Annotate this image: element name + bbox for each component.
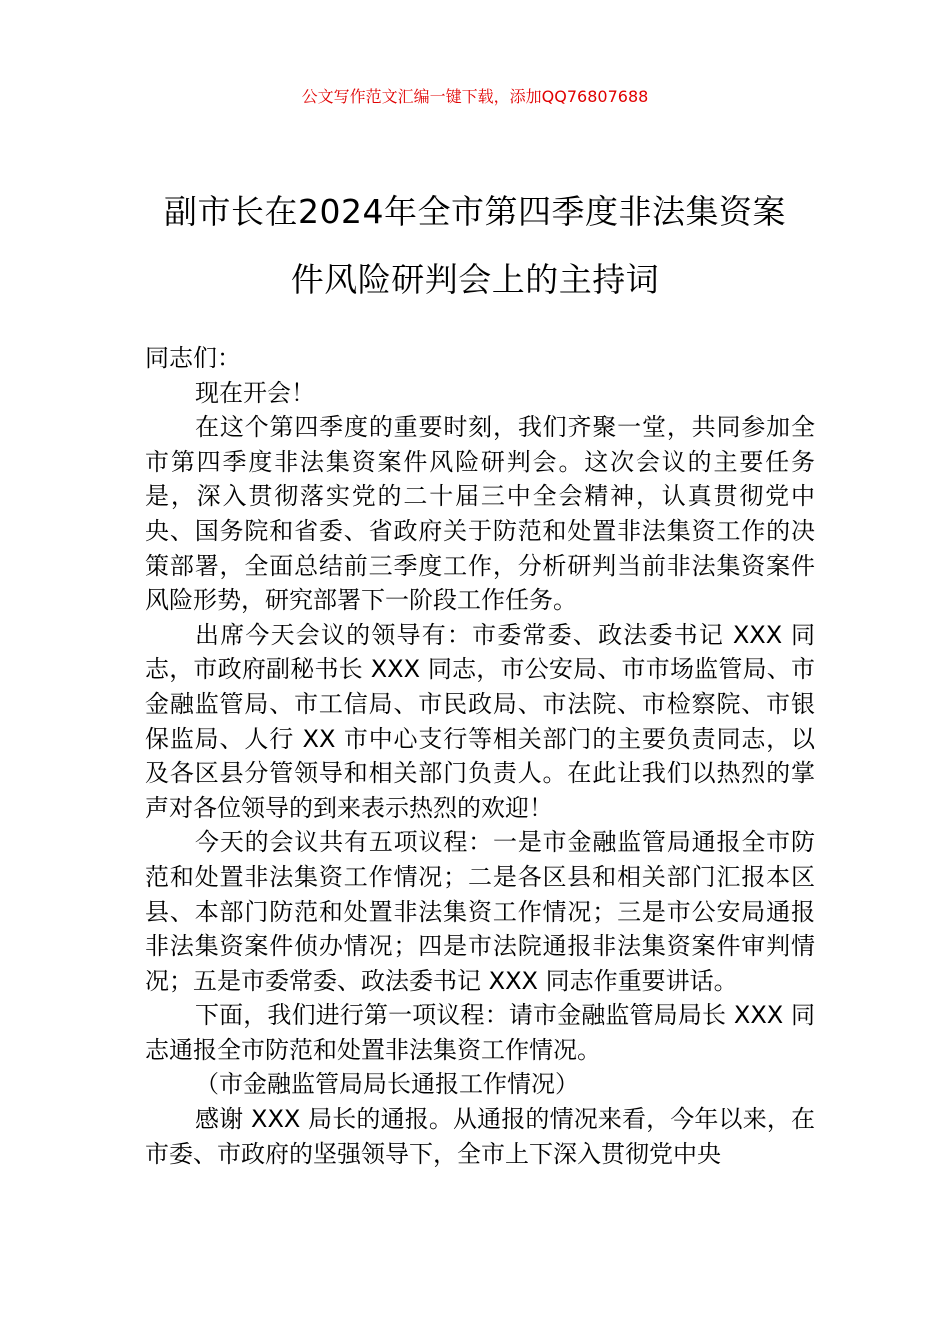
paragraph-first-item: 下面，我们进行第一项议程：请市金融监管局局长 XXX 同志通报全市防范和处置非法集资工作情况。	[145, 1001, 815, 1064]
paragraph-opening: 现在开会！	[195, 378, 315, 407]
paragraph-thanks: 感谢 XXX 局长的通报。从通报的情况来看，今年以来，在市委、市政府的坚强领导下，全市上下深入贯彻党中央	[145, 1105, 815, 1168]
paragraph-agenda: 今天的会议共有五项议程：一是市金融监管局通报全市防范和处置非法集资工作情况；二是各区县和相关部门汇报本区县、本部门防范和处置非法集资工作情况；三是市公安局通报非法集资案件侦办情况；四是市法院通报非法集资案件审判情况；五是市委常委、政法委书记 XXX 同志作重要讲话。	[145, 828, 815, 995]
salutation: 同志们：	[145, 344, 241, 372]
document-body	[145, 341, 815, 1171]
paragraph-stage-note: （市金融监管局局长通报工作情况）	[195, 1070, 579, 1099]
title-line-2: 件风险研判会上的主持词	[290, 260, 660, 299]
paragraph-attendees: 出席今天会议的领导有：市委常委、政法委书记 XXX 同志，市政府副秘书长 XXX 同志，市公安局、市市场监管局、市金融监管局、市工信局、市民政局、市法院、市检察院、市银保监局、人行 XX 市中心支行等相关部门的主要负责同志，以及各区县分管领导和相关部门负责人。在此让我们以热烈的掌声对各位领导的到来表示热烈的欢迎！	[145, 620, 815, 822]
header-note: 公文写作范文汇编一键下载，添加QQ76807688	[301, 87, 649, 106]
paragraph-purpose: 在这个第四季度的重要时刻，我们齐聚一堂，共同参加全市第四季度非法集资案件风险研判会。这次会议的主要任务是，深入贯彻落实党的二十届三中全会精神，认真贯彻党中央、国务院和省委、省政府关于防范和处置非法集资工作的决策部署，全面总结前三季度工作，分析研判当前非法集资案件风险形势，研究部署下一阶段工作任务。	[145, 413, 815, 615]
title-line-1: 副市长在2024年全市第四季度非法集资案	[164, 192, 786, 231]
document-title	[120, 178, 830, 314]
